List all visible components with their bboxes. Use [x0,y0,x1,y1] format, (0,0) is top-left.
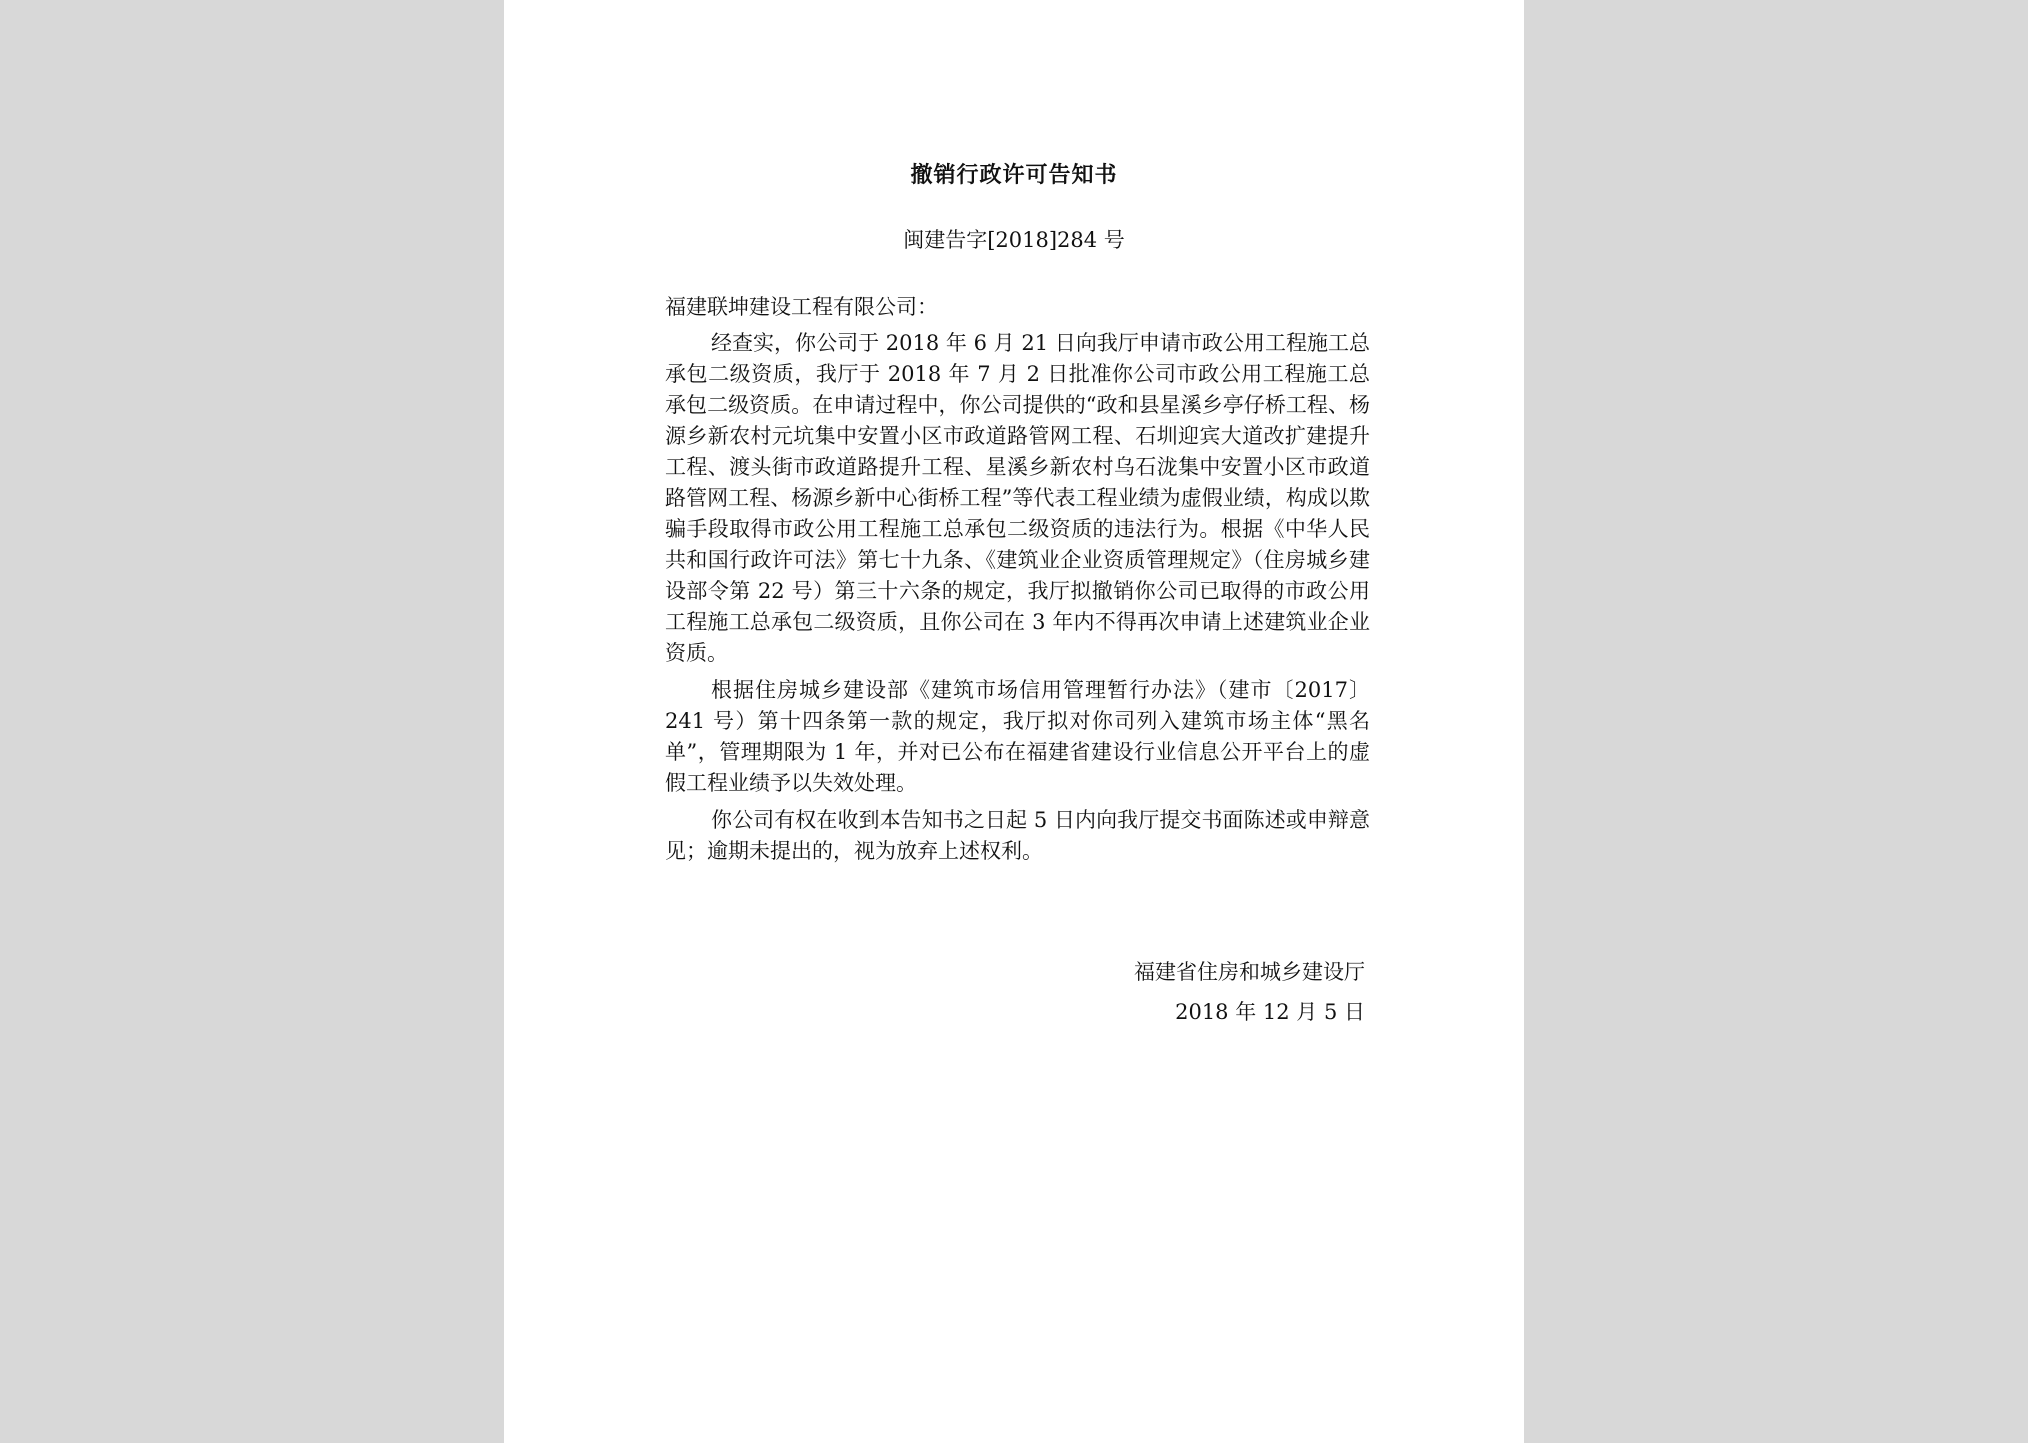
paragraph-findings: 经查实，你公司于 2018 年 6 月 21 日向我厅申请市政公用工程施工总承包二级资质，我厅于 2018 年 7 月 2 日批准你公司市政公用工程施工总承包二级资质。在申请过程中，你公司提供的“政和县星溪乡亭仔桥工程、杨源乡新农村元坑集中安置小区市政道路管网工程、石圳迎宾大道改扩建提升工程、渡头街市政道路提升工程、星溪乡新农村乌石泷集中安置小区市政道路管网工程、杨源乡新中心街桥工程”等代表工程业绩为虚假业绩，构成以欺骗手段取得市政公用工程施工总承包二级资质的违法行为。根据《中华人民共和国行政许可法》第七十九条、《建筑业企业资质管理规定》（住房城乡建设部令第 22 号）第三十六条的规定，我厅拟撤销你公司已取得的市政公用工程施工总承包二级资质，且你公司在 3 年内不得再次申请上述建筑业企业资质。 [665,331,1370,665]
paragraph-rights: 你公司有权在收到本告知书之日起 5 日内向我厅提交书面陈述或申辩意见；逾期未提出的，视为放弃上述权利。 [665,808,1370,863]
signature-date: 2018 年 12 月 5 日 [1175,1000,1365,1024]
document-number: 闽建告字[2018]284 号 [903,228,1125,252]
document-page [504,0,1524,1443]
paragraph-blacklist: 根据住房城乡建设部《建筑市场信用管理暂行办法》（建市〔2017〕241 号）第十四条第一款的规定，我厅拟对你司列入建筑市场主体“黑名单”，管理期限为 1 年，并对已公布在福建省建设行业信息公开平台上的虚假工程业绩予以失效处理。 [665,678,1370,795]
document-body [665,328,1370,873]
signature-organization: 福建省住房和城乡建设厅 [1134,960,1365,984]
document-title: 撤销行政许可告知书 [910,162,1118,188]
addressee: 福建联坤建设工程有限公司： [665,295,938,319]
